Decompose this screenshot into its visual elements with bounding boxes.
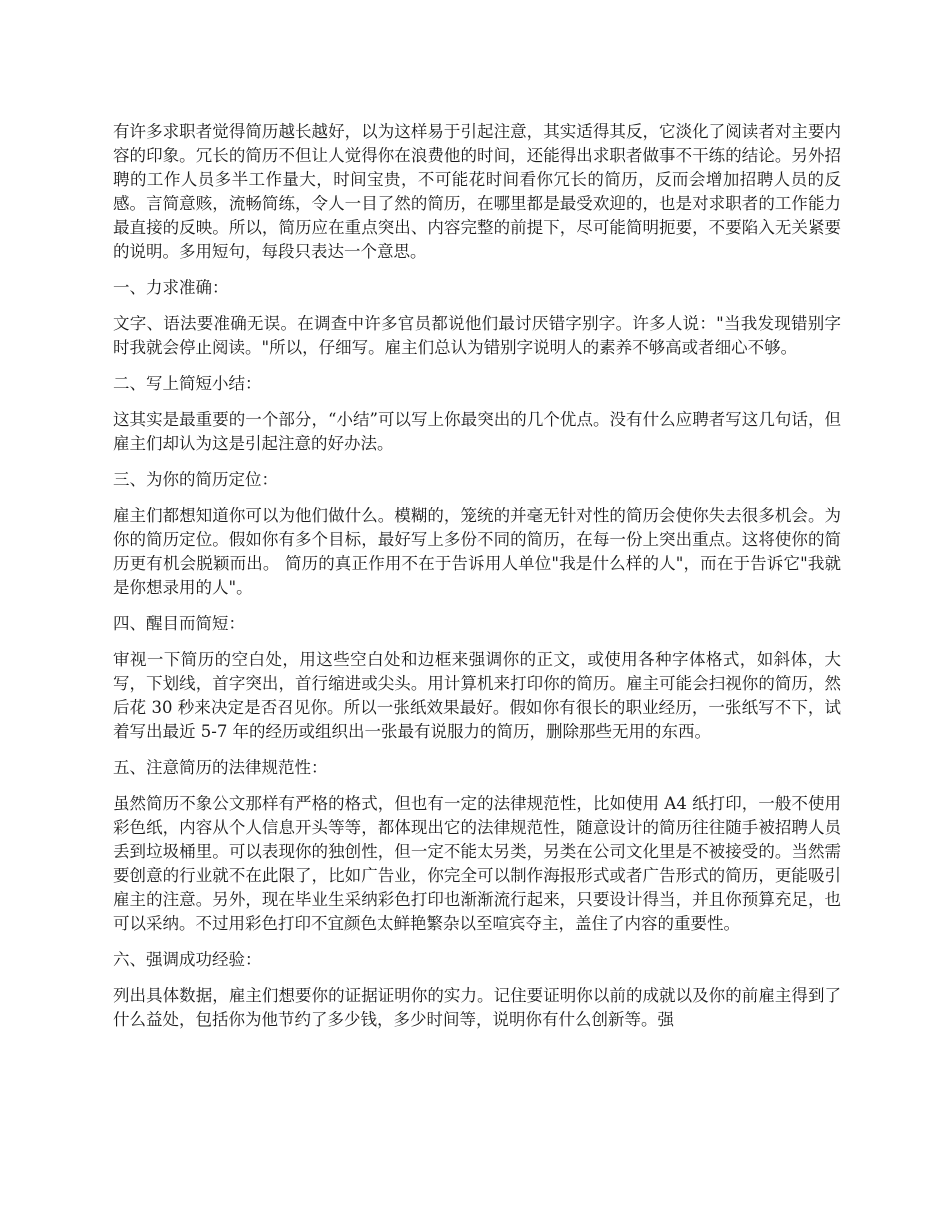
paragraph-legal: 虽然简历不象公文那样有严格的格式，但也有一定的法律规范性，比如使用 A4 纸打印，一般不使用彩色纸，内容从个人信息开头等等，都体现出它的法律规范性，随意设计的简历往往随手被招聘人员丢到垃圾桶里。可以表现你的独创性，但一定不能太另类，另类在公司文化里是不被接受的。当然需要创意的行业就不在此限了，比如广告业，你完全可以制作海报形式或者广告形式的简历，更能吸引雇主的注意。另外，现在毕业生采纳彩色打印也渐渐流行起来，只要设计得当，并且你预算充足，也可以采纳。不过用彩色打印不宜颜色太鲜艳繁杂以至喧宾夺主，盖住了内容的重要性。 <box>113 794 841 933</box>
paragraph-summary: 这其实是最重要的一个部分，“小结”可以写上你最突出的几个优点。没有什么应聘者写这几句话，但雇主们却认为这是引起注意的好办法。 <box>113 410 841 453</box>
paragraph-accuracy: 文字、语法要准确无误。在调查中许多官员都说他们最讨厌错字别字。许多人说："当我发现错别字时我就会停止阅读。"所以，仔细写。雇主们总认为错别字说明人的素养不够高或者细心不够。 <box>113 314 841 357</box>
intro-paragraph: 有许多求职者觉得简历越长越好，以为这样易于引起注意，其实适得其反，它淡化了阅读者对主要内容的印象。冗长的简历不但让人觉得你在浪费他的时间，还能得出求职者做事不干练的结论。另外招聘的工作人员多半工作量大，时间宝贵，不可能花时间看你冗长的简历，反而会增加招聘人员的反感。言简意赅，流畅简练，令人一目了然的简历，在哪里都是最受欢迎的，也是对求职者的工作能力最直接的反映。所以，简历应在重点突出、内容完整的前提下，尽可能简明扼要，不要陷入无关紧要的说明。多用短句，每段只表达一个意思。 <box>113 122 841 261</box>
paragraph-concise: 审视一下简历的空白处，用这些空白处和边框来强调你的正文，或使用各种字体格式，如斜体，大写，下划线，首字突出，首行缩进或尖头。用计算机来打印你的简历。雇主可能会扫视你的简历，然后花 30 秒来决定是否召见你。所以一张纸效果最好。假如你有很长的职业经历，一张纸写不下，试着写出最近 5-7 年的经历或组织出一张最有说服力的简历，删除那些无用的东西。 <box>113 650 841 741</box>
section-heading-summary: 二、写上简短小结： <box>113 374 262 393</box>
paragraph-success: 列出具体数据，雇主们想要你的证据证明你的实力。记住要证明你以前的成就以及你的前雇主得到了什么益处，包括你为他节约了多少钱，多少时间等，说明你有什么创新等。强 <box>113 986 841 1029</box>
section-heading-accuracy: 一、力求准确： <box>113 278 229 297</box>
paragraph-positioning: 雇主们都想知道你可以为他们做什么。模糊的，笼统的并毫无针对性的简历会使你失去很多机会。为你的简历定位。假如你有多个目标，最好写上多份不同的简历，在每一份上突出重点。这将使你的简历更有机会脱颖而出。 简历的真正作用不在于告诉用人单位"我是什么样的人"，而在于告诉它"我就是你想录用的人"。 <box>113 506 841 597</box>
section-heading-success: 六、强调成功经验： <box>113 950 262 969</box>
document-page <box>113 120 841 1044</box>
section-heading-positioning: 三、为你的简历定位： <box>113 470 278 489</box>
section-heading-concise: 四、醒目而简短： <box>113 614 245 633</box>
section-heading-legal: 五、注意简历的法律规范性： <box>113 758 328 777</box>
